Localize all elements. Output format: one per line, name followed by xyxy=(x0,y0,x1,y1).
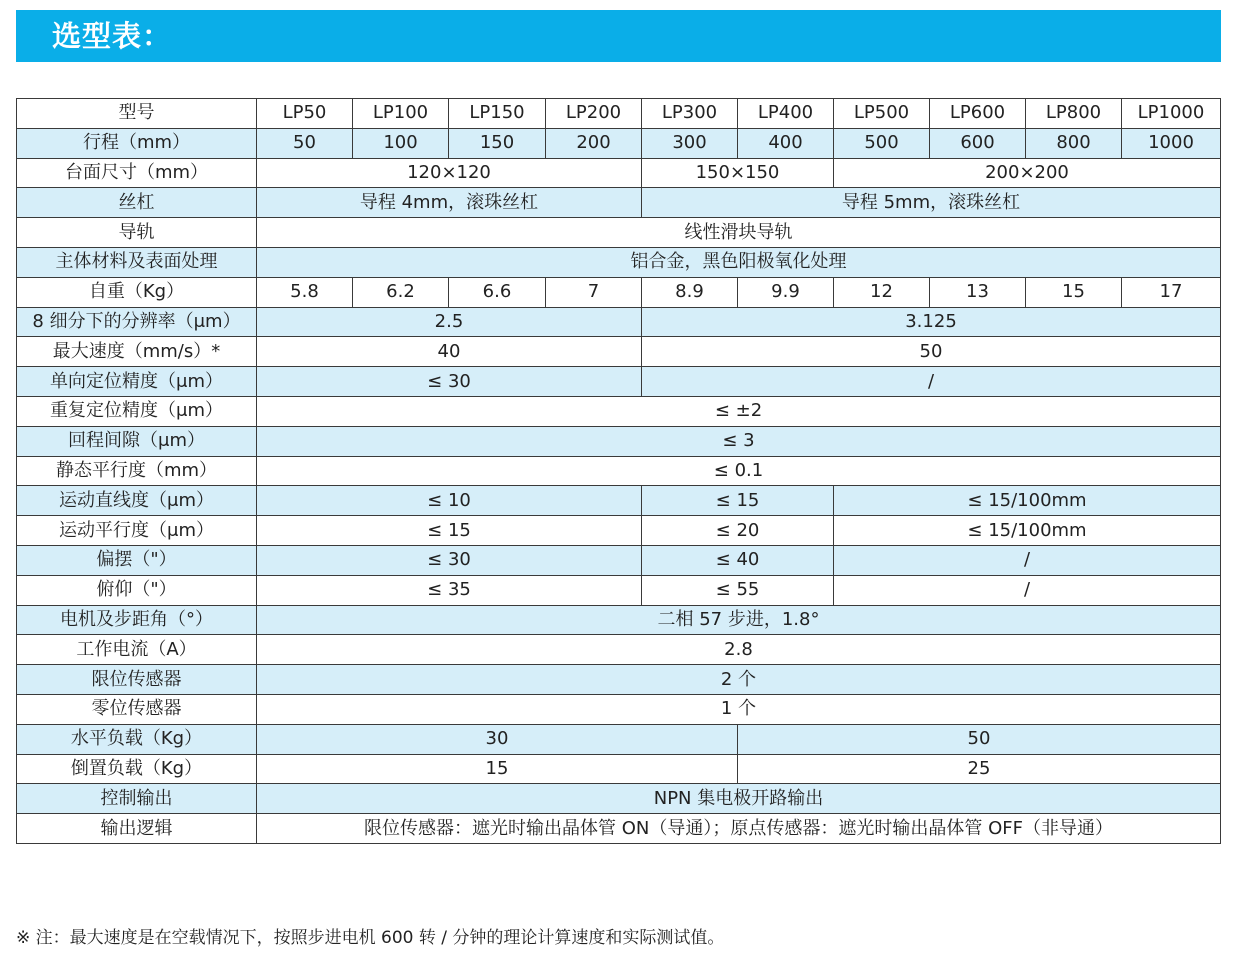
table-cell: ≤ 3 xyxy=(257,426,1221,456)
row-label: 重复定位精度（μm） xyxy=(17,396,257,426)
table-cell: ≤ 35 xyxy=(257,575,642,605)
row-label: 行程（mm） xyxy=(17,128,257,158)
table-cell: ≤ 20 xyxy=(642,516,834,546)
table-cell: LP150 xyxy=(449,99,546,129)
table-cell: 800 xyxy=(1026,128,1122,158)
table-cell: 6.6 xyxy=(449,277,546,307)
table-row xyxy=(17,545,1221,575)
table-cell: 8.9 xyxy=(642,277,738,307)
table-cell: 线性滑块导轨 xyxy=(257,218,1221,248)
table-cell: 17 xyxy=(1122,277,1221,307)
table-cell: 铝合金，黑色阳极氧化处理 xyxy=(257,247,1221,277)
table-row xyxy=(17,814,1221,844)
table-cell: LP600 xyxy=(930,99,1026,129)
table-cell: 15 xyxy=(1026,277,1122,307)
table-cell: NPN 集电极开路输出 xyxy=(257,784,1221,814)
row-label: 限位传感器 xyxy=(17,665,257,695)
table-cell: ≤ 15 xyxy=(257,516,642,546)
table-cell: LP800 xyxy=(1026,99,1122,129)
table-row xyxy=(17,218,1221,248)
table-cell: ≤ ±2 xyxy=(257,396,1221,426)
table-row xyxy=(17,486,1221,516)
table-cell: LP400 xyxy=(738,99,834,129)
row-label: 控制输出 xyxy=(17,784,257,814)
table-cell: 600 xyxy=(930,128,1026,158)
table-cell: 200×200 xyxy=(834,158,1221,188)
table-cell: ≤ 15 xyxy=(642,486,834,516)
table-cell: 50 xyxy=(738,724,1221,754)
table-row xyxy=(17,456,1221,486)
table-row xyxy=(17,665,1221,695)
table-cell: 40 xyxy=(257,337,642,367)
table-row xyxy=(17,277,1221,307)
table-row xyxy=(17,158,1221,188)
table-cell: ≤ 55 xyxy=(642,575,834,605)
table-cell: ≤ 15/100mm xyxy=(834,486,1221,516)
table-cell: ≤ 0.1 xyxy=(257,456,1221,486)
table-cell: 5.8 xyxy=(257,277,353,307)
table-row xyxy=(17,575,1221,605)
table-row xyxy=(17,635,1221,665)
table-row xyxy=(17,247,1221,277)
table-row xyxy=(17,784,1221,814)
row-label: 零位传感器 xyxy=(17,694,257,724)
table-cell: 限位传感器：遮光时输出晶体管 ON（导通）；原点传感器：遮光时输出晶体管 OFF（非导通） xyxy=(257,814,1221,844)
table-cell: 12 xyxy=(834,277,930,307)
table-cell: 导程 5mm，滚珠丝杠 xyxy=(642,188,1221,218)
row-label: 导轨 xyxy=(17,218,257,248)
table-cell: 9.9 xyxy=(738,277,834,307)
table-cell: 150×150 xyxy=(642,158,834,188)
row-label: 型号 xyxy=(17,99,257,129)
table-cell: 15 xyxy=(257,754,738,784)
table-cell: 6.2 xyxy=(353,277,449,307)
table-cell: 400 xyxy=(738,128,834,158)
table-cell: 7 xyxy=(546,277,642,307)
table-cell: / xyxy=(834,575,1221,605)
row-label: 静态平行度（mm） xyxy=(17,456,257,486)
table-cell: 1 个 xyxy=(257,694,1221,724)
footnote: ※ 注：最大速度是在空载情况下，按照步进电机 600 转 / 分钟的理论计算速度和实际测试值。 xyxy=(16,928,725,948)
row-label: 电机及步距角（°） xyxy=(17,605,257,635)
table-cell: LP1000 xyxy=(1122,99,1221,129)
row-label: 8 细分下的分辨率（μm） xyxy=(17,307,257,337)
table-cell: 500 xyxy=(834,128,930,158)
table-row xyxy=(17,426,1221,456)
table-row xyxy=(17,337,1221,367)
table-cell: 30 xyxy=(257,724,738,754)
table-cell: LP100 xyxy=(353,99,449,129)
table-cell: 2 个 xyxy=(257,665,1221,695)
table-cell: 2.8 xyxy=(257,635,1221,665)
table-row xyxy=(17,367,1221,397)
row-label: 最大速度（mm/s）* xyxy=(17,337,257,367)
row-label: 输出逻辑 xyxy=(17,814,257,844)
table-row xyxy=(17,754,1221,784)
table-cell: 13 xyxy=(930,277,1026,307)
table-cell: 1000 xyxy=(1122,128,1221,158)
table-cell: 50 xyxy=(257,128,353,158)
row-label: 台面尺寸（mm） xyxy=(17,158,257,188)
table-cell: ≤ 40 xyxy=(642,545,834,575)
table-cell: 120×120 xyxy=(257,158,642,188)
row-label: 倒置负载（Kg） xyxy=(17,754,257,784)
table-cell: LP500 xyxy=(834,99,930,129)
table-row xyxy=(17,694,1221,724)
table-cell: 25 xyxy=(738,754,1221,784)
table-row xyxy=(17,724,1221,754)
table-row xyxy=(17,516,1221,546)
row-label: 主体材料及表面处理 xyxy=(17,247,257,277)
table-cell: / xyxy=(642,367,1221,397)
header-banner xyxy=(16,10,1221,62)
table-cell: LP50 xyxy=(257,99,353,129)
table-row xyxy=(17,605,1221,635)
table-row xyxy=(17,307,1221,337)
table-cell: 100 xyxy=(353,128,449,158)
table-row xyxy=(17,396,1221,426)
table-cell: ≤ 30 xyxy=(257,367,642,397)
row-label: 工作电流（A） xyxy=(17,635,257,665)
row-label: 偏摆（"） xyxy=(17,545,257,575)
table-row xyxy=(17,99,1221,129)
row-label: 运动直线度（μm） xyxy=(17,486,257,516)
table-row xyxy=(17,188,1221,218)
row-label: 运动平行度（μm） xyxy=(17,516,257,546)
page-title: 选型表： xyxy=(52,19,173,53)
spec-table xyxy=(16,98,1221,844)
table-cell: 300 xyxy=(642,128,738,158)
table-cell: 导程 4mm，滚珠丝杠 xyxy=(257,188,642,218)
row-label: 水平负载（Kg） xyxy=(17,724,257,754)
table-cell: 200 xyxy=(546,128,642,158)
table-cell: 二相 57 步进，1.8° xyxy=(257,605,1221,635)
row-label: 单向定位精度（μm） xyxy=(17,367,257,397)
table-cell: ≤ 15/100mm xyxy=(834,516,1221,546)
table-cell: 150 xyxy=(449,128,546,158)
table-cell: 50 xyxy=(642,337,1221,367)
row-label: 丝杠 xyxy=(17,188,257,218)
table-cell: 2.5 xyxy=(257,307,642,337)
table-cell: LP200 xyxy=(546,99,642,129)
table-cell: LP300 xyxy=(642,99,738,129)
row-label: 自重（Kg） xyxy=(17,277,257,307)
row-label: 回程间隙（μm） xyxy=(17,426,257,456)
row-label: 俯仰（"） xyxy=(17,575,257,605)
table-cell: ≤ 30 xyxy=(257,545,642,575)
table-cell: 3.125 xyxy=(642,307,1221,337)
table-cell: ≤ 10 xyxy=(257,486,642,516)
table-cell: / xyxy=(834,545,1221,575)
table-row xyxy=(17,128,1221,158)
